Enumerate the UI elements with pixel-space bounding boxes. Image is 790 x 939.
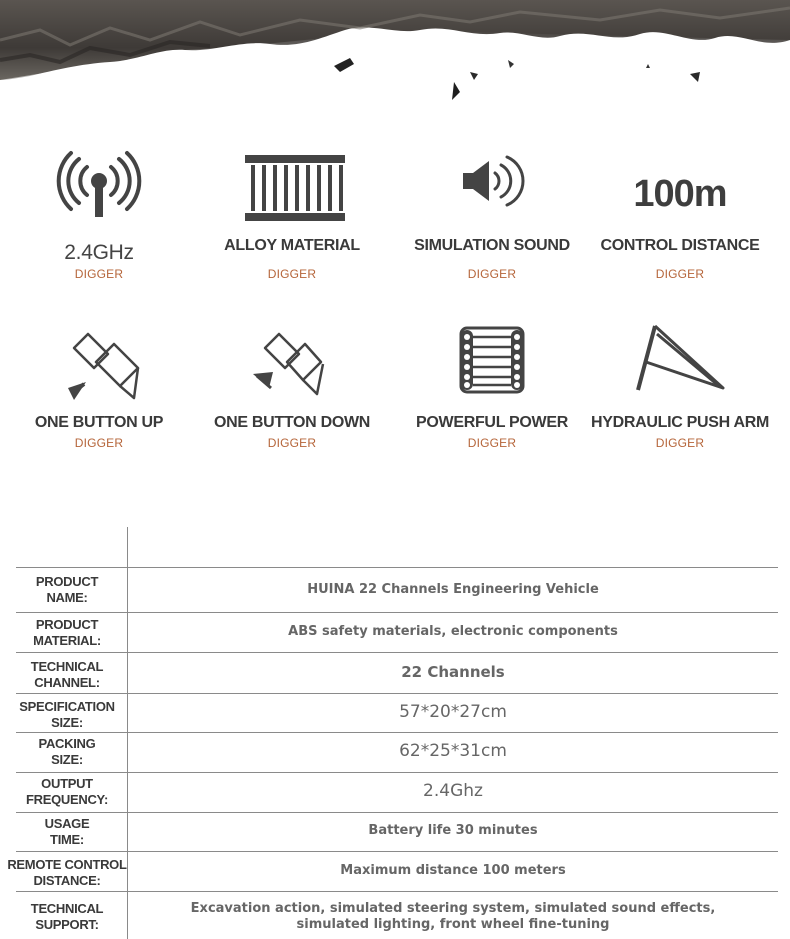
- feature-title: ONE BUTTON UP: [34, 414, 164, 431]
- spec-value: Maximum distance 100 meters: [340, 863, 566, 878]
- spec-label: TECHNICAL SUPPORT:: [30, 901, 104, 932]
- arm-down-icon: [197, 322, 387, 412]
- spec-label: PRODUCT NAME:: [35, 574, 99, 605]
- spec-label: TECHNICAL CHANNEL:: [30, 659, 104, 690]
- feature-title: ALLOY MATERIAL: [224, 237, 360, 254]
- feature-subtitle: DIGGER: [467, 267, 517, 281]
- feature-title: POWERFUL POWER: [416, 414, 568, 431]
- feature-subtitle: DIGGER: [467, 436, 517, 450]
- push-arm-icon: [585, 322, 775, 412]
- spec-value: Battery life 30 minutes: [368, 823, 538, 838]
- spec-value: 62*25*31cm: [399, 741, 507, 761]
- table-row: [0, 652, 790, 693]
- speaker-icon: [397, 145, 587, 235]
- feature-subtitle: DIGGER: [655, 436, 705, 450]
- feature-subtitle: DIGGER: [74, 436, 124, 450]
- table-row: [0, 567, 790, 612]
- feature-subtitle: DIGGER: [267, 267, 317, 281]
- feature-title: CONTROL DISTANCE: [600, 237, 760, 254]
- spec-value: HUINA 22 Channels Engineering Vehicle: [307, 582, 599, 597]
- spec-label: OUTPUT FREQUENCY:: [26, 776, 108, 807]
- spec-value: 22 Channels: [401, 663, 505, 681]
- feature-title: SIMULATION SOUND: [414, 237, 570, 254]
- table-row: [0, 891, 790, 939]
- table-row: [0, 693, 790, 732]
- feature-title: ONE BUTTON DOWN: [213, 414, 371, 431]
- spec-label: PACKING SIZE:: [38, 736, 96, 767]
- alloy-frame-icon: [197, 145, 387, 235]
- spec-value: 2.4Ghz: [423, 781, 483, 801]
- table-divider-top: [127, 527, 128, 567]
- feature-subtitle: DIGGER: [655, 267, 705, 281]
- table-row: [0, 812, 790, 851]
- wireless-signal-icon: [4, 145, 194, 235]
- rock-banner-image: [0, 0, 790, 120]
- feature-title: HYDRAULIC PUSH ARM: [590, 414, 769, 431]
- table-row: [0, 851, 790, 891]
- spec-value: 57*20*27cm: [399, 702, 507, 722]
- spec-value: ABS safety materials, electronic components: [288, 624, 618, 639]
- feature-subtitle: DIGGER: [74, 267, 124, 281]
- table-row: [0, 772, 790, 812]
- table-row: [0, 612, 790, 652]
- spec-label: USAGE TIME:: [44, 816, 90, 847]
- feature-subtitle: DIGGER: [267, 436, 317, 450]
- spec-label: REMOTE CONTROL DISTANCE:: [7, 857, 127, 888]
- arm-up-icon: [4, 322, 194, 412]
- spec-label: PRODUCT MATERIAL:: [33, 617, 101, 648]
- track-icon: [397, 322, 587, 412]
- spec-label: SPECIFICATION SIZE:: [19, 699, 115, 730]
- feature-title: 2.4GHz: [64, 241, 134, 264]
- table-row: [0, 732, 790, 772]
- distance-text-icon: 100m: [633, 173, 727, 215]
- spec-value: Excavation action, simulated steering system, simulated sound effects, simulated lighting, front wheel fine-tuning: [190, 901, 716, 932]
